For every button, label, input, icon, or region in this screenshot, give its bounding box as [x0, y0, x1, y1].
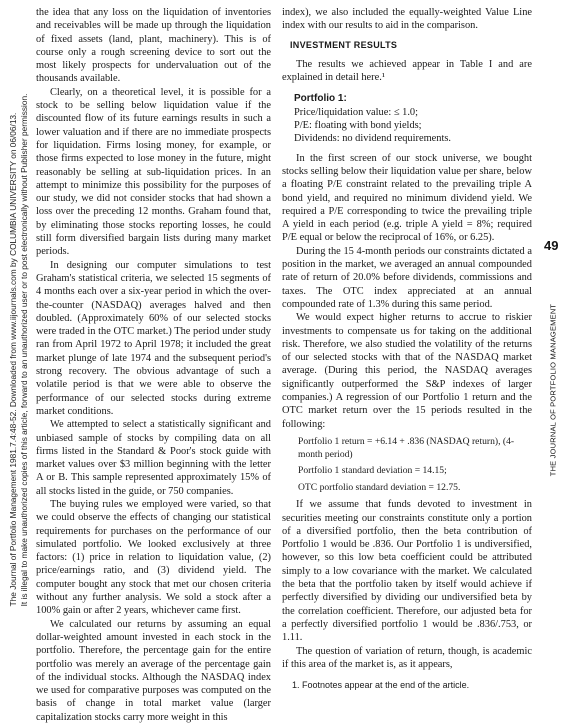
equation: Portfolio 1 standard deviation = 14.15;: [298, 465, 447, 477]
paragraph: the idea that any loss on the liquidation of inventories and receivables will be made up through the liquidation of fixed assets (land, plant, machinery). This is of course only a rough screening device to sort out the most likely prospects for undervaluation out of the thousands available.: [36, 7, 271, 85]
portfolio-title: Portfolio 1:: [294, 93, 347, 105]
paragraph: We calculated our returns by assuming an equal dollar-weighted amount invested in each stock in the portfolio. Therefore, the percentage gain for the entire portfolio was merely an average of the percentage gain of the individual stocks. Although the NASDAQ index we used for comparative purposes was computed on the basis of change in total market value (larger capitalization stocks carry more weight in this: [36, 618, 271, 723]
paragraph: We would expect higher returns to accrue to riskier investments to compensate us for taking on the additional risk. Therefore, we also studied the volatility of the returns of our selected stocks with that of the NASDAQ market average. (During this period, the NASDAQ averages significantly outperformed the S&P indexes of larger companies.) A regression of our Portfolio 1 return and the OTC market return over the 15 periods resulted in the following:: [282, 312, 532, 430]
criteria-line: Dividends: no dividend requirements.: [294, 133, 451, 145]
portfolio-criteria: [294, 92, 532, 145]
paragraph: In designing our computer simulations to test Graham's statistical criteria, we selected 15 segments of 4 months each over a six-year period in which the over-the-counter (NASDAQ) averages halved and then doubled. (Approximately 60% of our selected stocks were traded in the OTC market.) The period under study ran from April 1972 to April 1978; it included the great market plunge of late 1974 and the subsequent period's strong recovery. The obvious advantage of such a volatile period is that we were able to observe the performance of our selected stocks during extreme market conditions.: [36, 259, 271, 417]
page-number: 49: [544, 238, 559, 253]
paragraph: index), we also included the equally-weighted Value Line index with our results to aid in the comparison.: [282, 7, 532, 32]
section-heading: INVESTMENT RESULTS: [290, 39, 398, 50]
journal-name: THE JOURNAL OF PORTFOLIO MANAGEMENT: [548, 303, 558, 477]
paragraph: The results we achieved appear in Table I and are explained in detail here.¹: [282, 58, 532, 84]
left-column: [36, 6, 271, 724]
criteria-line: P/E: floating with bond yields;: [294, 120, 422, 132]
paragraph: We attempted to select a statistically significant and unbiased sample of stocks by compiling data on all firms listed in the Standard & Poor's stock guide with market values over $3 million beginning with the letter A or B. This sample represented approximately 15% of all stocks listed in the guide, or 750 companies.: [36, 419, 271, 497]
paragraph: In the first screen of our stock universe, we bought stocks selling below their liquidation value per share, below a floating P/E constraint related to the prevailing triple A bond yield, and required no minimum dividend yield. We required a P/E corresponding to twice the prevailing triple A yield in each period (e.g. triple A yield = 8%; required P/E equal or below the reciprocal of 16%, or 6.25).: [282, 152, 532, 244]
paragraph: If we assume that funds devoted to investment in securities meeting our constraints constitute only a portion of a diversified portfolio, then the beta contribution of Portfolio 1 would be .836. Our Portfolio 1 is undiversified, however, so this low beta coefficient could be attributed simply to a low covariance with the market. We calculated the beta that the portfolio taken by itself would achieve if perfectly diversified by dividing our undiversified beta by the correlation coefficient. Therefore, our adjusted beta for a perfectly diversified portfolio 1 would be .836/.753, or 1.11.: [282, 499, 532, 644]
paragraph: Clearly, on a theoretical level, it is possible for a stock to be selling below liquidation value if the discounted flow of its future earnings results in such a lower valuation and if there are no immediate prospects for liquidation. Firms losing money, for example, or those firms expected to lose money in the future, might reasonably be selling at sub-liquidation prices. In an attempt to minimize this possibility for the purposes of our study, we did not consider stocks that had shown a loss over the preceding 12 months. Graham found that, by eliminating those stocks reporting losses, he could still form diversified bargain lists during many market periods.: [36, 86, 271, 258]
criteria-line: Price/liquidation value: ≤ 1.0;: [294, 106, 419, 118]
paragraph: The question of variation of return, though, is academic if this area of the market is, as it appears,: [282, 645, 532, 670]
download-notice: [2, 10, 36, 690]
equation: Portfolio 1 return = +6.14 + .836 (NASDAQ return), (4-month period): [298, 435, 515, 460]
download-notice-text: [8, 94, 30, 607]
download-notice-line-2: It is illegal to make unauthorized copies of this article, forward to an unauthorized user or to post electronically without Publisher permission.: [19, 93, 29, 607]
footnote: 1. Footnotes appear at the end of the article.: [292, 680, 470, 691]
right-margin: [540, 0, 570, 700]
paragraph: The buying rules we employed were varied, so that we could observe the effects of changing our statistical requirements for purchases on the performance of our simulated portfolio. We looked exclusively at three factors: (1) price in relation to liquidation value, (2) price/earnings ratio, and (3) dividend yield. The computer bought any stock that met our chosen criteria without any further analysis. We sold a stock after a 100% gain or after 2 years, whichever came first.: [36, 498, 271, 617]
download-notice-line-1: The Journal of Portfolio Management 1981.7.4:48-52. Downloaded from www.iijournals.com by COLUMBIA UNIVERSITY on 06/06/13.: [8, 112, 18, 607]
equation: OTC portfolio standard deviation = 12.75.: [298, 481, 461, 493]
right-column: [282, 6, 532, 692]
paragraph: During the 15 4-month periods our constraints dictated a position in the market, we averaged an annual compounded rate of return of 20.0% before dividends, commissions and taxes. The OTC index appreciated at an annual compounded rate of 1.3% during this same period.: [282, 245, 532, 310]
regression-results: [298, 436, 532, 494]
